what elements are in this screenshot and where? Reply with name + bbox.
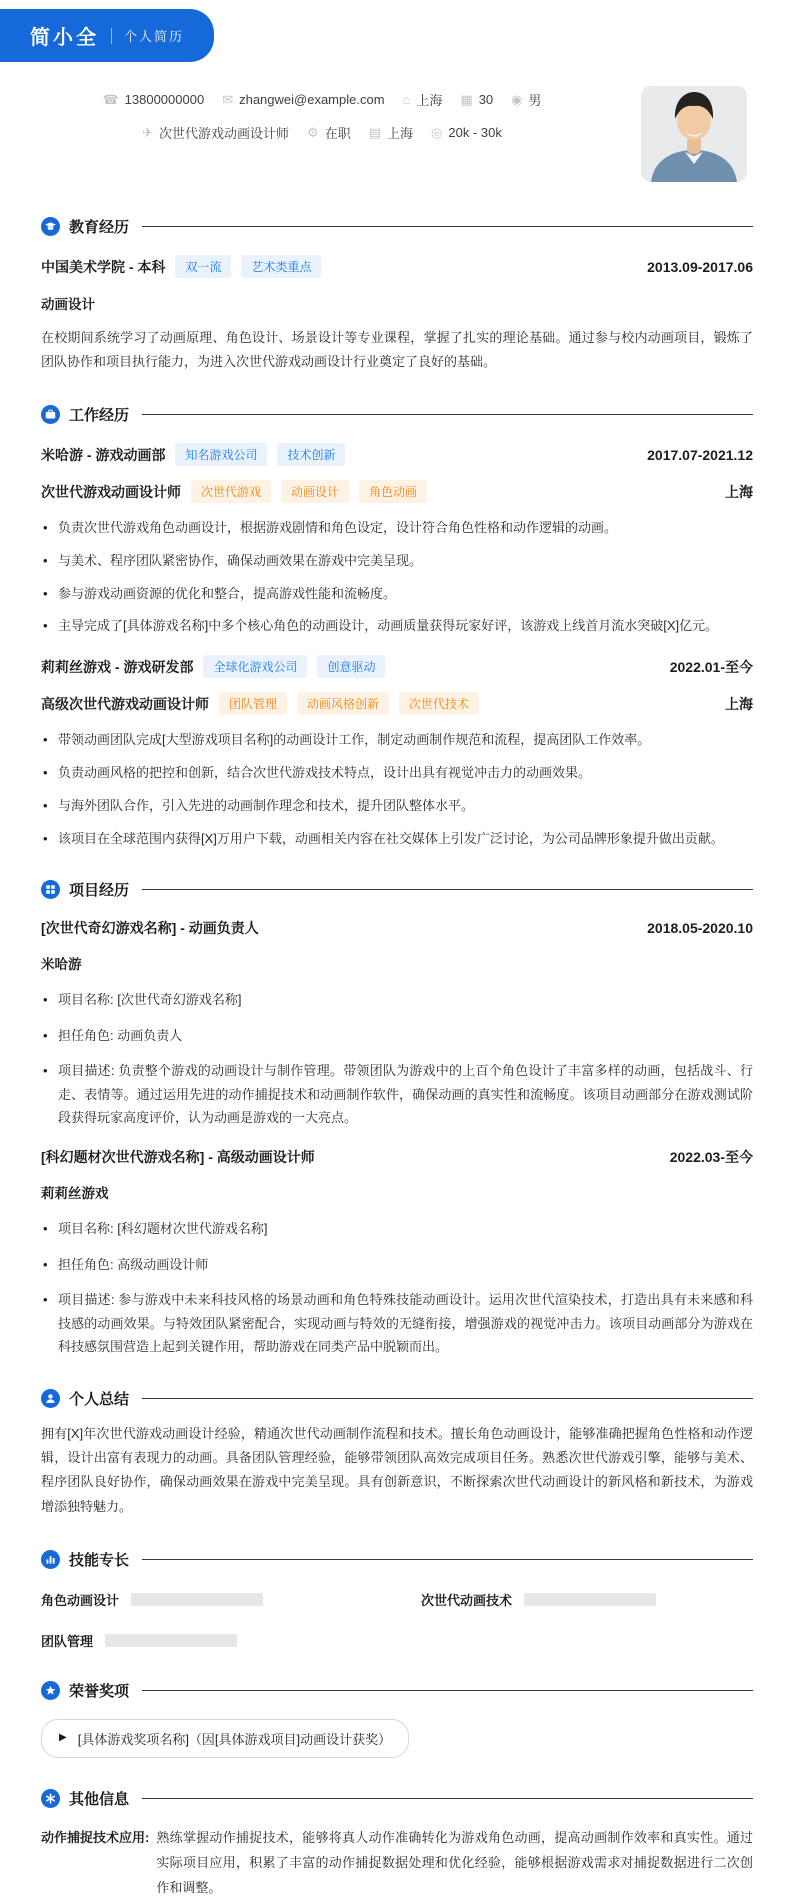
company-tag: 全球化游戏公司	[203, 655, 307, 678]
summary-text: 拥有[X]年次世代游戏动画设计经验，精通次世代动画制作流程和技术。擅长角色动画设计，能够准确把握角色性格和动作逻辑，设计出富有表现力的动画。具备团队管理经验，能够带领团队高效完成项目任务。熟悉次世代游戏引擎，能够与美术、程序团队良好协作，确保动画效果在游戏中完美呈现。具有创新意识，不断探索次世代动画设计的新风格和新技术，为游戏增添独特魅力。	[41, 1426, 753, 1514]
award-star-icon	[41, 1681, 60, 1700]
location-value: 上海	[416, 93, 443, 108]
section-rule	[142, 1798, 753, 1799]
project-entry	[41, 918, 753, 1129]
section-rule	[142, 889, 753, 890]
work-location: 上海	[725, 695, 753, 712]
position-tag: 动画设计	[281, 480, 349, 503]
brand-divider	[111, 28, 112, 44]
position-tag: 动画风格创新	[297, 692, 389, 715]
education-entry	[41, 255, 753, 374]
section-title: 个人总结	[69, 1391, 130, 1409]
project-date: 2018.05-2020.10	[647, 920, 753, 937]
section-rule	[142, 226, 753, 227]
brand-logo: 简小全	[30, 27, 99, 49]
age-value: 30	[478, 92, 494, 107]
section-title: 教育经历	[69, 219, 130, 236]
education-tag: 双一流	[175, 255, 231, 278]
project-date: 2022.03-至今	[669, 1149, 753, 1166]
project-entry	[41, 1147, 753, 1358]
education-date: 2013.09-2017.06	[647, 258, 753, 275]
education-major: 动画设计	[41, 297, 95, 312]
section-header-awards	[41, 1680, 753, 1701]
work-bullet: • 与海外团队合作，引入先进的动画制作理念和技术，提升团队整体水平。	[41, 796, 753, 817]
section-header-education	[41, 216, 753, 237]
project-head-row	[41, 918, 753, 938]
project-company: 莉莉丝游戏	[41, 1186, 109, 1202]
company-tag: 技术创新	[277, 443, 345, 466]
section-rule	[142, 1690, 753, 1691]
work-date: 2022.01-至今	[669, 658, 753, 675]
graduation-cap-icon	[41, 217, 60, 236]
skill-item	[41, 1631, 373, 1650]
project-name: [科幻题材次世代游戏名称] - 高级动画设计师	[41, 1149, 315, 1166]
skill-bar-track	[131, 1593, 263, 1606]
email-value: zhangwei@example.com	[239, 92, 385, 107]
position-tag: 团队管理	[219, 692, 287, 715]
company-tag: 知名游戏公司	[175, 443, 267, 466]
company-tag: 创意驱动	[317, 655, 385, 678]
work-company-row	[41, 443, 753, 466]
project-bullet: • 担任角色: 动画负责人	[41, 1024, 753, 1047]
project-bullet: • 项目描述: 负责整个游戏的动画设计与制作管理。带领团队为游戏中的上百个角色设计了丰富多样的动画，包括战斗、行走、表情等。通过运用先进的动作捕捉技术和动画制作软件，确保动画的真实性和流畅度。该项目动画部分在游戏测试阶段获得玩家高度评价，认为动画是游戏的一大亮点。	[41, 1059, 753, 1129]
contact-age	[460, 92, 493, 107]
section-title: 荣誉奖项	[69, 1682, 130, 1700]
work-bullet: • 与美术、程序团队紧密协作，确保动画效果在游戏中完美呈现。	[41, 551, 753, 572]
project-bullet: • 项目描述: 参与游戏中未来科技风格的场景动画和角色特殊技能动画设计。运用次世代渲染技术，打造出具有未来感和科技感的动画效果。与特效团队紧密配合，实现动画与特效的无缝衔接，增强游戏的视觉冲击力。该项目动画部分为游戏在科技感氛围营造上起到关键作用，帮助游戏在同类产品中脱颖而出。	[41, 1288, 753, 1358]
work-location: 上海	[725, 483, 753, 500]
section-header-other	[41, 1788, 753, 1809]
section-title: 项目经历	[69, 882, 130, 900]
brand-badge	[0, 9, 214, 62]
section-title: 其他信息	[69, 1790, 130, 1808]
contact-job-status	[307, 123, 351, 142]
section-rule	[142, 414, 753, 415]
project-name: [次世代奇幻游戏名称] - 动画负责人	[41, 920, 259, 937]
skill-name: 次世代动画技术	[421, 1592, 513, 1608]
location-icon: ⌂	[402, 92, 411, 107]
contact-email	[222, 92, 384, 107]
work-entry	[41, 443, 753, 637]
project-head-row	[41, 1147, 753, 1167]
award-item	[41, 1719, 409, 1758]
education-description: 在校期间系统学习了动画原理、角色设计、场景设计等专业课程，掌握了扎实的理论基础。通过参与校内动画项目，锻炼了团队协作和项目执行能力，为进入次世代游戏动画设计行业奠定了良好的基础。	[41, 330, 753, 370]
city-icon: ▤	[368, 125, 382, 140]
project-company: 米哈游	[41, 957, 82, 973]
work-bullet: • 负责次世代游戏角色动画设计，根据游戏剧情和角色设定，设计符合角色性格和动作逻辑的动画。	[41, 518, 753, 539]
section-header-skills	[41, 1549, 753, 1570]
position-tag: 次世代技术	[399, 692, 479, 715]
work-bullet: • 参与游戏动画资源的优化和整合，提高游戏性能和流畅度。	[41, 584, 753, 605]
contact-header	[41, 86, 753, 186]
work-bullet: • 该项目在全球范围内获得[X]万用户下载，动画相关内容在社交媒体上引发广泛讨论，为公司品牌形象提升做出贡献。	[41, 829, 753, 850]
position-tag: 次世代游戏	[191, 480, 271, 503]
project-bullet-list	[41, 988, 753, 1129]
phone-icon: ☎	[102, 92, 119, 107]
profile-photo	[641, 86, 747, 182]
work-bullet: • 主导完成了[具体游戏名称]中多个核心角色的动画设计，动画质量获得玩家好评，该游戏上线首月流水突破[X]亿元。	[41, 616, 753, 637]
triangle-icon: ▶	[59, 1732, 67, 1744]
contact-row-1	[102, 90, 541, 109]
contact-phone	[102, 92, 204, 107]
position-name: 高级次世代游戏动画设计师	[41, 695, 209, 712]
work-position-row	[41, 692, 753, 715]
profile-photo-illustration	[641, 86, 747, 182]
project-bullet: • 项目名称: [科幻题材次世代游戏名称]	[41, 1217, 753, 1240]
project-bullet: • 项目名称: [次世代奇幻游戏名称]	[41, 988, 753, 1011]
skills-grid	[41, 1590, 753, 1650]
grid-icon	[41, 880, 60, 899]
education-tag: 艺术类重点	[241, 255, 321, 278]
age-icon: ▦	[460, 92, 473, 107]
skill-bar-track	[105, 1634, 237, 1647]
school-name: 中国美术学院 - 本科	[41, 258, 166, 275]
skill-name: 角色动画设计	[41, 1592, 120, 1608]
skill-name: 团队管理	[41, 1633, 94, 1649]
resume-type-label: 个人简历	[124, 29, 185, 44]
company-name: 莉莉丝游戏 - 游戏研发部	[41, 658, 194, 675]
section-header-work	[41, 404, 753, 425]
salary-value: 20k - 30k	[448, 125, 502, 140]
work-bullet: • 负责动画风格的把控和创新，结合次世代游戏技术特点，设计出具有视觉冲击力的动画效果。	[41, 763, 753, 784]
project-bullet-list	[41, 1217, 753, 1358]
education-head-row	[41, 255, 753, 278]
work-date: 2017.07-2021.12	[647, 446, 753, 463]
status-icon: ⚙	[307, 125, 319, 140]
bar-chart-icon	[41, 1550, 60, 1569]
section-rule	[142, 1398, 753, 1399]
email-icon: ✉	[222, 92, 234, 107]
section-title: 工作经历	[69, 407, 130, 425]
section-title: 技能专长	[69, 1551, 130, 1569]
work-bullet-list	[41, 730, 753, 849]
asterisk-icon	[41, 1789, 60, 1808]
position-name: 次世代游戏动画设计师	[41, 483, 181, 500]
contact-rows	[41, 86, 603, 142]
contact-salary	[431, 125, 502, 140]
work-bullet: • 带领动画团队完成[大型游戏项目名称]的动画设计工作，制定动画制作规范和流程，提高团队工作效率。	[41, 730, 753, 751]
other-info-label: 动作捕捉技术应用:	[41, 1829, 150, 1845]
other-info-item	[41, 1825, 753, 1901]
section-rule	[142, 1559, 753, 1560]
skill-bar-track	[524, 1593, 656, 1606]
contact-gender	[511, 90, 541, 109]
other-info-text: 熟练掌握动作捕捉技术，能够将真人动作准确转化为游戏角色动画，提高动画制作效率和真实性。通过实际项目应用，积累了丰富的动作捕捉数据处理和优化经验，能够根据游戏需求对捕捉数据进行二次创作和调整。	[156, 1829, 753, 1896]
company-name: 米哈游 - 游戏动画部	[41, 446, 166, 463]
position-value: 次世代游戏动画设计师	[159, 126, 290, 141]
work-entry	[41, 655, 753, 849]
salary-icon: ◎	[431, 125, 443, 140]
position-icon: ✈	[142, 125, 154, 140]
gender-value: 男	[528, 93, 542, 108]
contact-location	[403, 90, 443, 109]
section-header-summary	[41, 1388, 753, 1409]
phone-value: 13800000000	[124, 92, 205, 107]
project-bullet: • 担任角色: 高级动画设计师	[41, 1253, 753, 1276]
work-company-row	[41, 655, 753, 678]
briefcase-icon	[41, 405, 60, 424]
contact-city	[369, 123, 413, 142]
award-text: [具体游戏奖项名称]（因[具体游戏项目]动画设计获奖）	[77, 1731, 392, 1747]
section-header-projects	[41, 879, 753, 900]
position-tag: 角色动画	[359, 480, 427, 503]
gender-icon: ◉	[511, 92, 523, 107]
city-value: 上海	[387, 126, 414, 141]
contact-row-2	[142, 123, 502, 142]
contact-position	[142, 123, 289, 142]
person-icon	[41, 1389, 60, 1408]
work-position-row	[41, 480, 753, 503]
work-bullet-list	[41, 518, 753, 637]
job-status-value: 在职	[324, 126, 351, 141]
